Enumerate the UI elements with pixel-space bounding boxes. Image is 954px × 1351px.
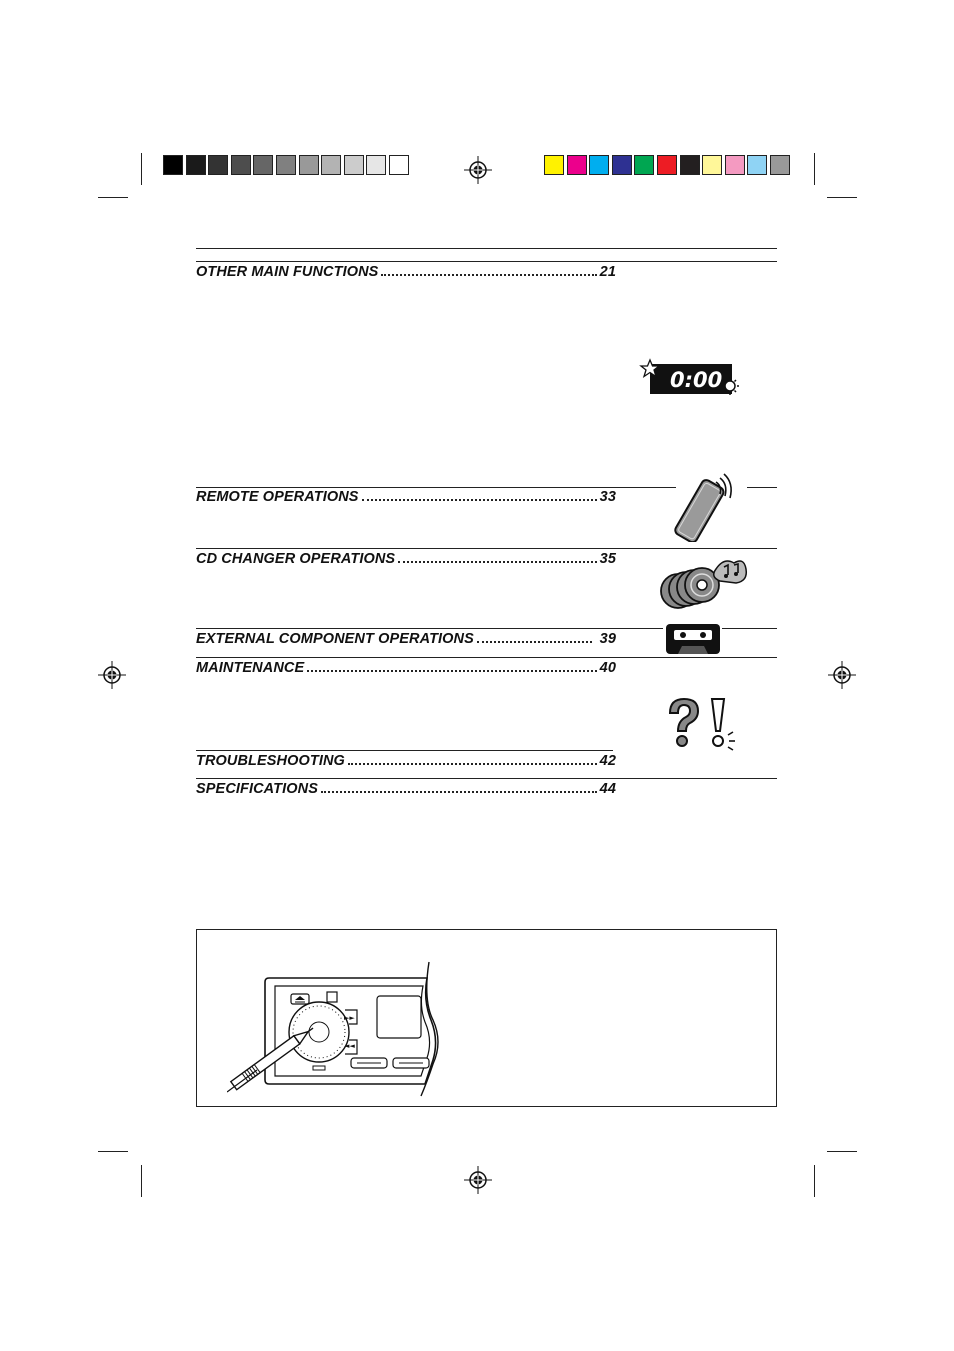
registration-mark-icon bbox=[464, 156, 492, 184]
toc-page-number: 42 bbox=[599, 753, 616, 769]
toc-title: MAINTENANCE bbox=[196, 660, 305, 676]
toc-page-number: 39 bbox=[599, 631, 616, 647]
color-swatch bbox=[725, 155, 745, 175]
toc-leader-dots bbox=[307, 660, 596, 672]
color-swatch bbox=[186, 155, 206, 175]
toc-entry-cd-changer-operations[interactable] bbox=[196, 551, 616, 571]
toc-page-number: 40 bbox=[599, 660, 616, 676]
question-exclamation-icon bbox=[664, 695, 746, 751]
toc-entry-external-component-operations[interactable] bbox=[196, 631, 616, 651]
color-swatch bbox=[163, 155, 183, 175]
svg-text:►►: ►► bbox=[344, 1014, 355, 1022]
head-unit-reset-illustration bbox=[227, 960, 447, 1100]
color-swatch bbox=[321, 155, 341, 175]
toc-page-number: 44 bbox=[599, 781, 616, 797]
toc-page-number: 21 bbox=[599, 264, 616, 280]
color-swatch bbox=[612, 155, 632, 175]
toc-page-number: 33 bbox=[599, 489, 616, 505]
color-swatch bbox=[747, 155, 767, 175]
color-swatch bbox=[567, 155, 587, 175]
toc-entry-remote-operations[interactable] bbox=[196, 489, 616, 509]
color-swatch bbox=[702, 155, 722, 175]
color-swatch bbox=[231, 155, 251, 175]
toc-leader-dots bbox=[398, 551, 596, 563]
color-swatch bbox=[770, 155, 790, 175]
color-swatch bbox=[389, 155, 409, 175]
toc-leader-dots bbox=[381, 264, 596, 276]
toc-title: CD CHANGER OPERATIONS bbox=[196, 551, 396, 567]
toc-page-number: 35 bbox=[599, 551, 616, 567]
reset-illustration-box bbox=[196, 929, 777, 1107]
cd-changer-icon bbox=[658, 555, 750, 617]
registration-mark-icon bbox=[828, 661, 856, 689]
color-swatch bbox=[276, 155, 296, 175]
toc-leader-dots bbox=[321, 781, 597, 793]
toc-entry-maintenance[interactable] bbox=[196, 660, 616, 680]
toc-entry-specifications[interactable] bbox=[196, 781, 616, 801]
toc-title: EXTERNAL COMPONENT OPERATIONS bbox=[196, 631, 474, 647]
toc-leader-dots bbox=[362, 489, 597, 501]
color-swatch bbox=[366, 155, 386, 175]
toc-leader-dots bbox=[348, 753, 597, 765]
remote-control-icon bbox=[664, 472, 736, 542]
toc-title: OTHER MAIN FUNCTIONS bbox=[196, 264, 379, 280]
clock-display-icon bbox=[638, 358, 748, 398]
registration-mark-icon bbox=[98, 661, 126, 689]
color-swatch bbox=[299, 155, 319, 175]
toc-title: TROUBLESHOOTING bbox=[196, 753, 345, 769]
color-swatch bbox=[544, 155, 564, 175]
toc-title: SPECIFICATIONS bbox=[196, 781, 318, 797]
color-swatch bbox=[208, 155, 228, 175]
color-swatch bbox=[680, 155, 700, 175]
cassette-icon bbox=[664, 622, 722, 656]
color-swatch bbox=[253, 155, 273, 175]
toc-leader-dots bbox=[477, 631, 592, 643]
color-swatch bbox=[589, 155, 609, 175]
color-swatch bbox=[634, 155, 654, 175]
registration-mark-icon bbox=[464, 1166, 492, 1194]
toc-title: REMOTE OPERATIONS bbox=[196, 489, 359, 505]
clock-display-text: 0:00 bbox=[670, 368, 723, 392]
svg-text:◄◄: ◄◄ bbox=[344, 1042, 355, 1050]
color-swatch bbox=[344, 155, 364, 175]
toc-entry-troubleshooting[interactable] bbox=[196, 753, 616, 773]
color-swatch bbox=[657, 155, 677, 175]
toc-entry-other-main-functions[interactable] bbox=[196, 264, 616, 284]
